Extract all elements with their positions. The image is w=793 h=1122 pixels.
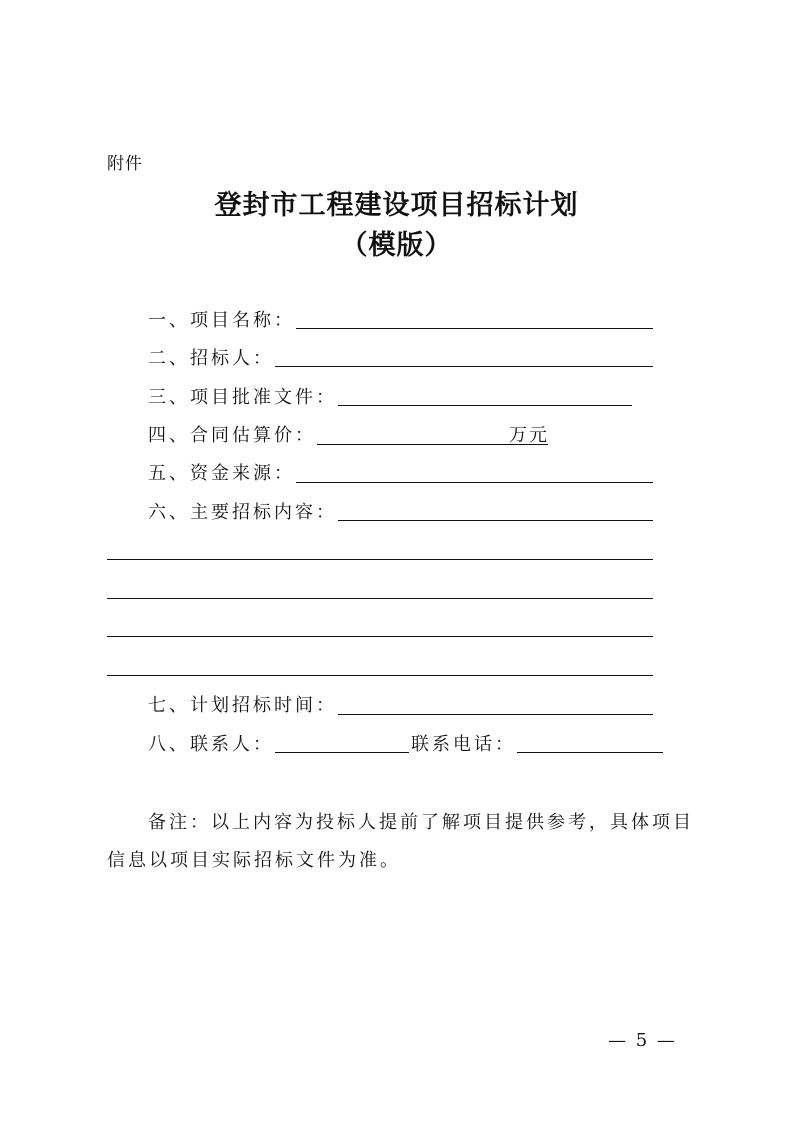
estimated-price-label: 四、合同估算价： — [148, 425, 316, 446]
contact-person-blank[interactable] — [275, 752, 409, 753]
tenderer-blank[interactable] — [275, 366, 653, 367]
main-content-line-1[interactable] — [107, 559, 653, 560]
project-name-blank[interactable] — [296, 328, 653, 329]
contact-phone-label: 联系电话： — [411, 734, 516, 755]
plan-time-label: 七、计划招标时间： — [148, 695, 337, 716]
main-content-line-2[interactable] — [107, 598, 653, 599]
approval-docs-blank[interactable] — [338, 405, 632, 406]
document-title: 登封市工程建设项目招标计划 — [214, 190, 579, 221]
estimated-price-unit: 万元 — [509, 425, 549, 446]
note-line-2: 信息以项目实际招标文件为准。 — [107, 850, 401, 871]
main-content-blank[interactable] — [338, 520, 653, 521]
main-content-label: 六、主要招标内容： — [148, 502, 337, 523]
project-name-label: 一、项目名称： — [148, 310, 295, 331]
fund-source-blank[interactable] — [296, 482, 653, 483]
attachment-label: 附件 — [107, 154, 143, 174]
main-content-line-4[interactable] — [107, 675, 653, 676]
contact-person-label: 八、联系人： — [148, 734, 274, 755]
contact-phone-blank[interactable] — [517, 752, 663, 753]
fund-source-label: 五、资金来源： — [148, 463, 295, 484]
approval-docs-label: 三、项目批准文件： — [148, 387, 337, 408]
tenderer-label: 二、招标人： — [148, 348, 274, 369]
main-content-line-3[interactable] — [107, 636, 653, 637]
page-number: — 5 — — [608, 1030, 677, 1051]
plan-time-blank[interactable] — [338, 714, 653, 715]
note-line-1: 备注：以上内容为投标人提前了解项目提供参考，具体项目 — [148, 812, 694, 833]
document-subtitle: （模版） — [340, 230, 453, 261]
